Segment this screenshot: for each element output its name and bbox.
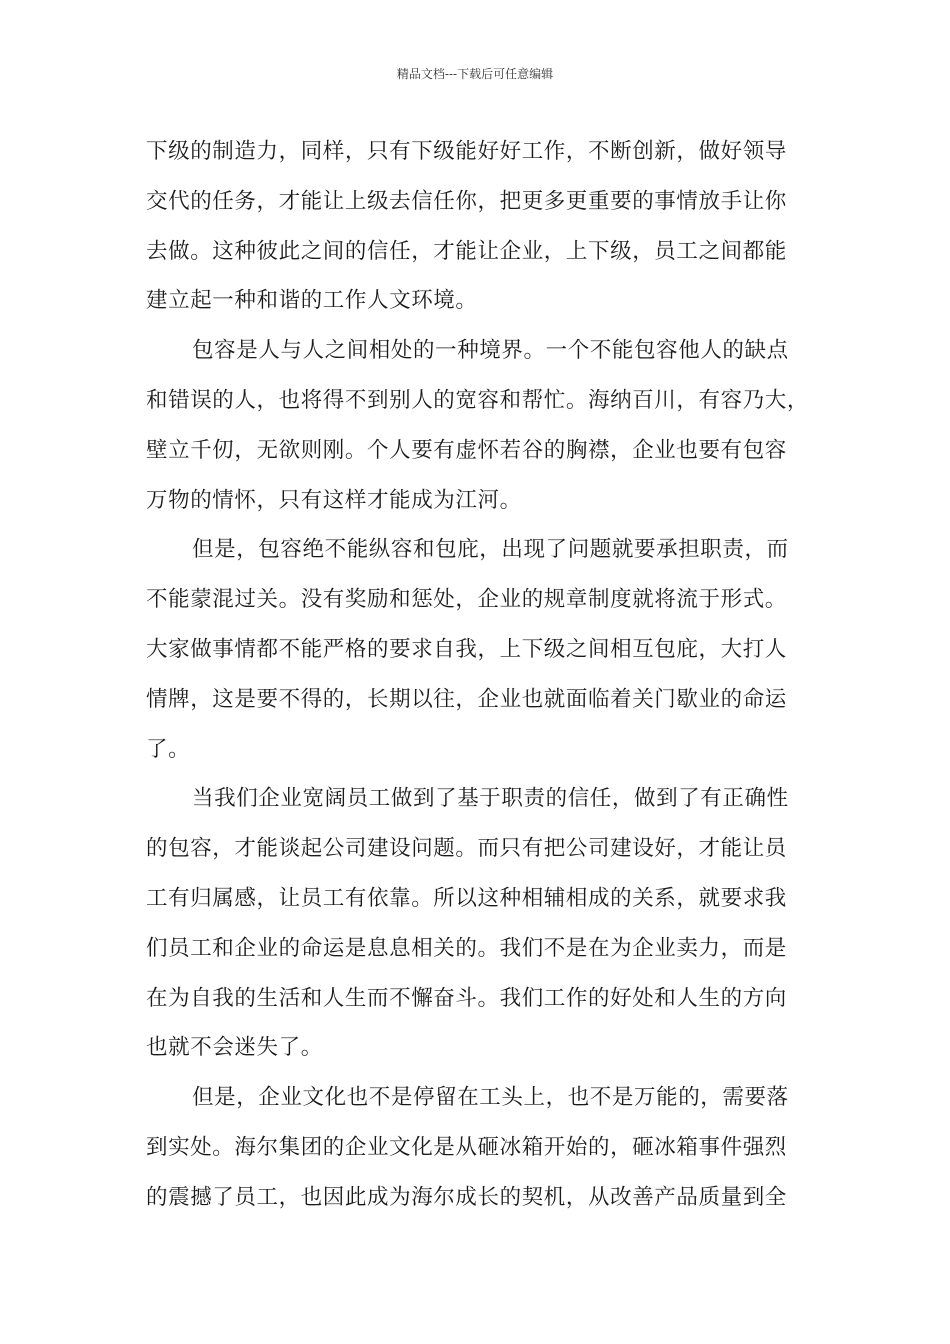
text-line: 万物的情怀，只有这样才能成为江河。 [146,487,522,513]
text-line: 情牌，这是要不得的，长期以往，企业也就面临着关门歇业的命运 [146,686,787,712]
text-line: 下级的制造力，同样，只有下级能好好工作，不断创新，做好领导 [146,139,787,164]
text-line: 建立起一种和谐的工作人文环境。 [146,288,478,314]
text-line: 壁立千仞，无欲则刚。个人要有虚怀若谷的胸襟，企业也要有包容 [146,437,787,463]
text-line: 但是，企业文化也不是停留在工头上，也不是万能的，需要落 [192,1085,789,1111]
text-line: 和错误的人，也将得不到别人的宽容和帮忙。海纳百川，有容乃大， [146,387,810,413]
text-line: 不能蒙混过关。没有奖励和惩处，企业的规章制度就将流于形式。 [146,587,787,613]
document-body [146,132,814,1228]
text-line: 工有归属感，让员工有依靠。所以这种相辅相成的关系，就要求我 [146,885,787,911]
text-line: 但是，包容绝不能纵容和包庇，出现了问题就要承担职责，而 [192,537,789,563]
text-line: 到实处。海尔集团的企业文化是从砸冰箱开始的，砸冰箱事件强烈 [146,1134,787,1160]
text-line: 们员工和企业的命运是息息相关的。我们不是在为企业卖力，而是 [146,935,787,961]
text-line: 大家做事情都不能严格的要求自我，上下级之间相互包庇，大打人 [146,636,787,662]
text-line: 交代的任务，才能让上级去信任你，把更多更重要的事情放手让你 [146,188,787,214]
text-line: 的包容，才能谈起公司建设问题。而只有把公司建设好，才能让员 [146,836,787,862]
text-line: 当我们企业宽阔员工做到了基于职责的信任，做到了有正确性 [192,786,789,812]
page-header: 精品文档---下载后可任意编辑 [396,67,554,81]
text-line: 在为自我的生活和人生而不懈奋斗。我们工作的好处和人生的方向 [146,985,787,1011]
text-line: 的震撼了员工，也因此成为海尔成长的契机，从改善产品质量到全 [146,1184,787,1210]
text-line: 也就不会迷失了。 [146,1035,323,1061]
text-line: 了。 [146,736,191,762]
text-line: 去做。这种彼此之间的信任，才能让企业，上下级，员工之间都能 [146,238,787,264]
text-line: 包容是人与人之间相处的一种境界。一个不能包容他人的缺点 [192,338,789,364]
